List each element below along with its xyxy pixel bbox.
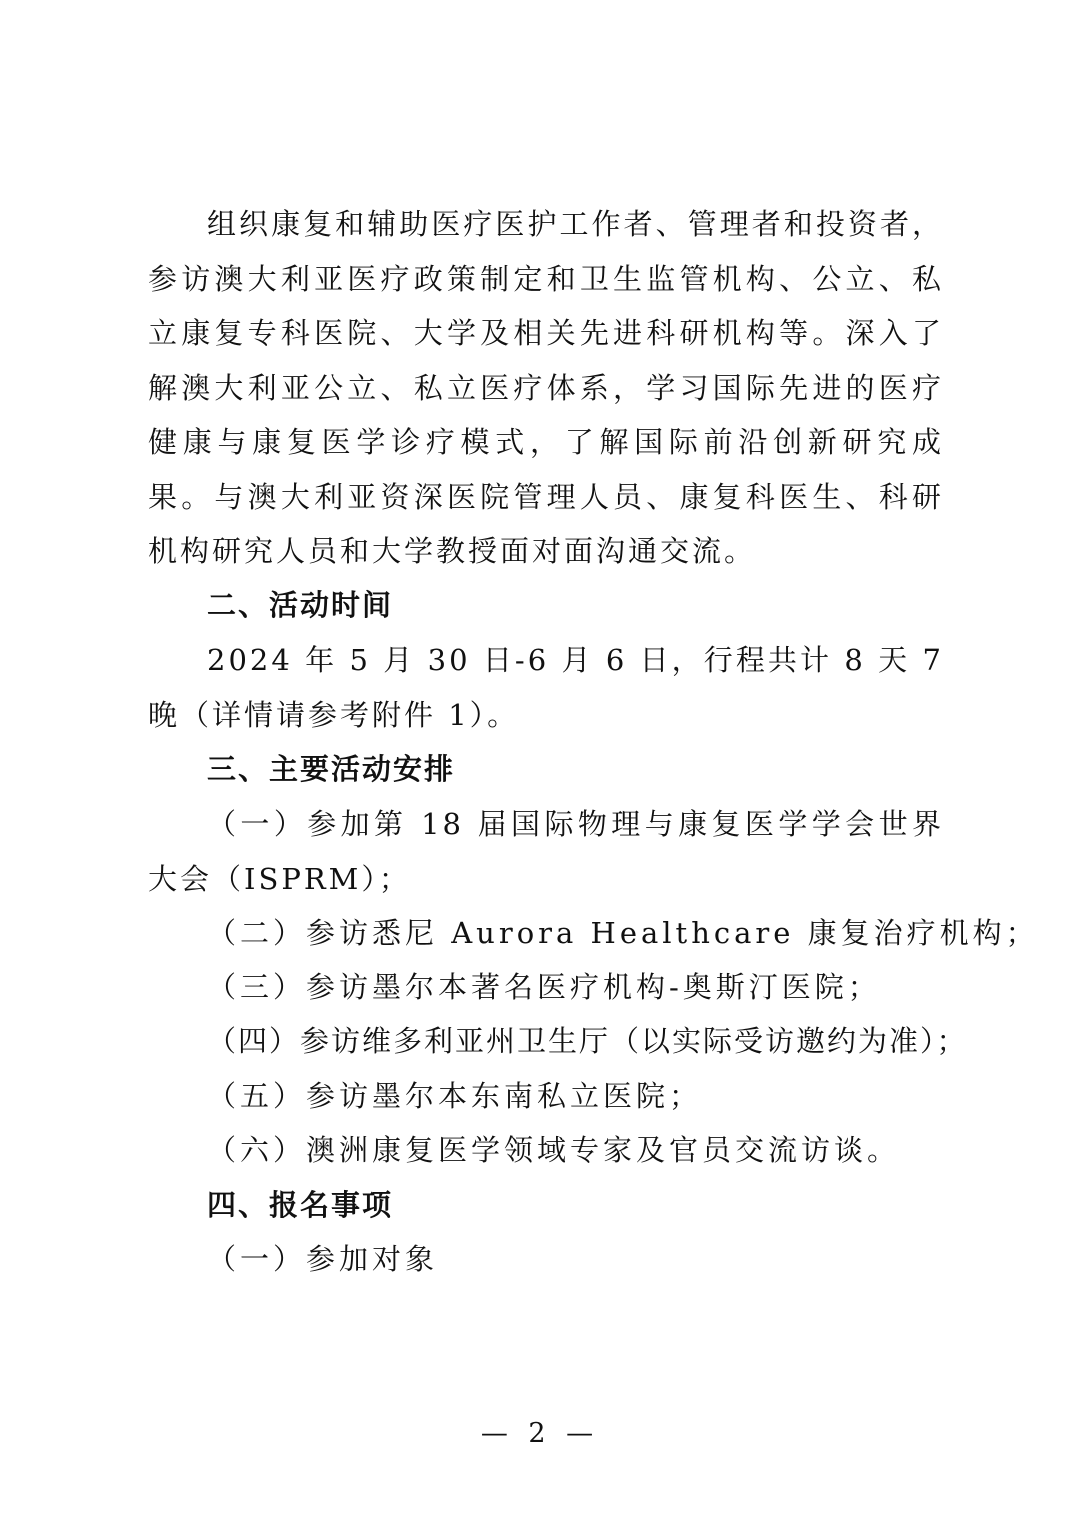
section-3-item-3: （三）参访墨尔本著名医疗机构-奥斯汀医院；	[207, 970, 881, 1004]
section-3-item-4: （四）参访维多利亚州卫生厅（以实际受访邀约为准）；	[207, 1024, 968, 1058]
section-3-item-2: （二）参访悉尼 Aurora Healthcare 康复治疗机构；	[207, 916, 1039, 950]
intro-paragraph: 组织康复和辅助医疗医护工作者、管理者和投资者，参访澳大利亚医疗政策制定和卫生监管机构、公立、私立康复专科医院、大学及相关先进科研机构等。深入了解澳大利亚公立、私立医疗体系，学习国际先进的医疗健康与康复医学诊疗模式，了解国际前沿创新研究成果。与澳大利亚资深医院管理人员、康复科医生、科研机构研究人员和大学教授面对面沟通交流。	[148, 207, 944, 568]
section-3-item-1	[148, 797, 944, 906]
section-3-item-6: （六）澳洲康复医学领域专家及官员交流访谈。	[207, 1133, 901, 1167]
section-3-heading: 三、主要活动安排	[207, 752, 456, 786]
section-2-body-text: 2024 年 5 月 30 日-6 月 6 日，行程共计 8 天 7 晚（详情请参考附件 1）。	[148, 643, 944, 732]
page-number: — 2 —	[480, 1418, 600, 1449]
section-3-item-5: （五）参访墨尔本东南私立医院；	[207, 1079, 703, 1113]
section-2-heading: 二、活动时间	[207, 588, 394, 622]
section-4-subheading: （一）参加对象	[207, 1242, 439, 1276]
section-4-heading: 四、报名事项	[207, 1188, 394, 1222]
section-2-body	[148, 633, 944, 742]
section-3-item-1-text: （一）参加第 18 届国际物理与康复医学学会世界大会（ISPRM）；	[148, 807, 944, 896]
